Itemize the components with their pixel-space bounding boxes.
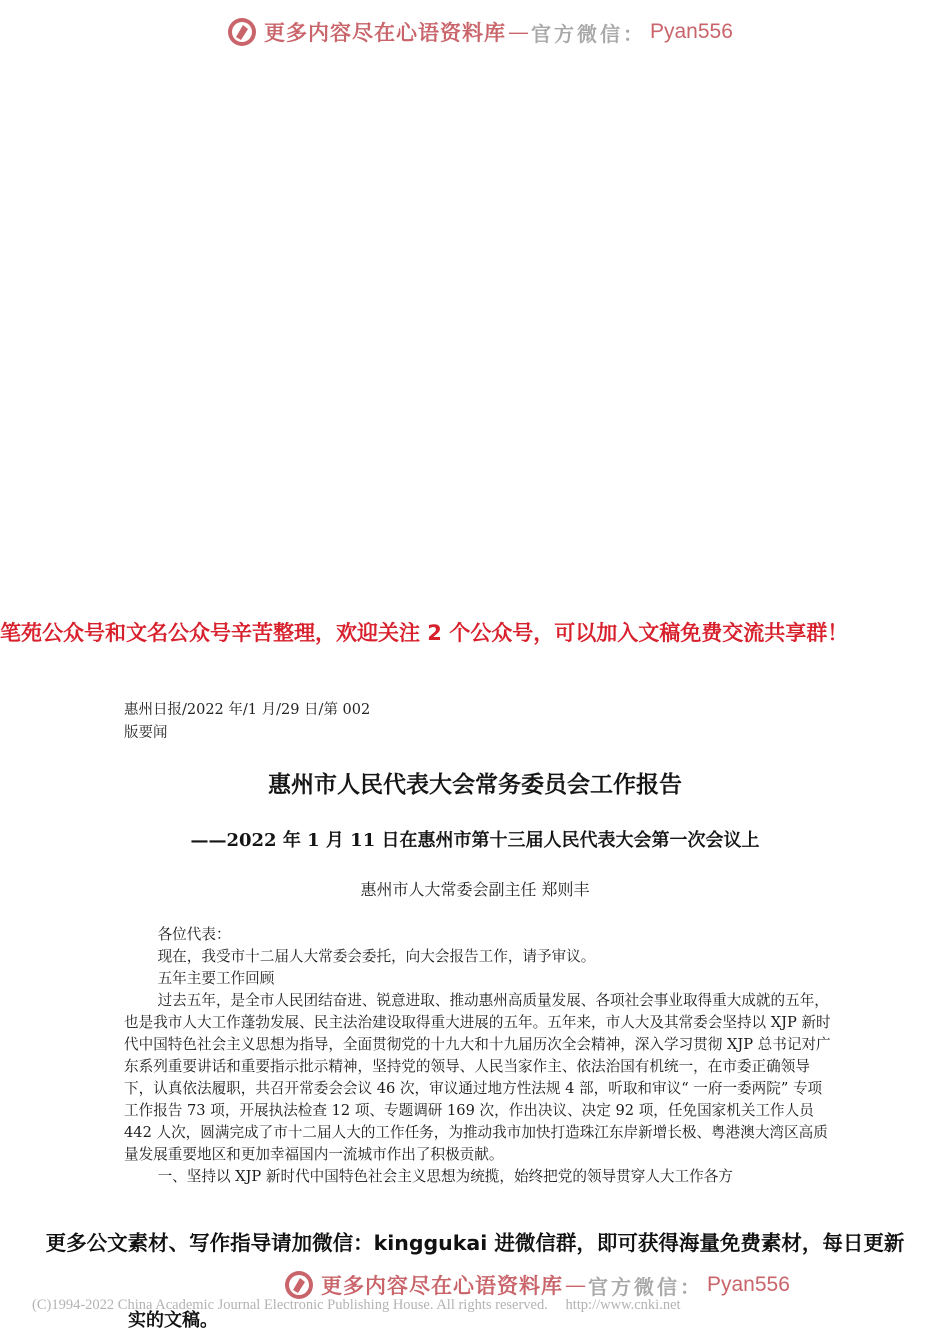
banner-main-text: 更多内容尽在心语资料库 xyxy=(264,20,506,45)
banner-dash: — xyxy=(565,1273,586,1297)
section-heading: 五年主要工作回顾 xyxy=(157,970,275,987)
banner-handle-id: Pyan556 xyxy=(707,1273,790,1296)
document-subtitle: ——2022 年 1 月 11 日在惠州市第十三届人民代表大会第一次会议上 xyxy=(190,830,760,851)
red-notice: 笔苑公众号和文名公众号辛苦整理，欢迎关注 2 个公众号，可以加入文稿免费交流共享群！ xyxy=(0,621,849,645)
brand-logo-icon xyxy=(226,16,258,48)
document-author: 惠州市人大常委会副主任 郑则丰 xyxy=(360,880,590,899)
salutation: 各位代表： xyxy=(157,926,231,943)
intro-paragraph: 现在，我受市十二届人大常委会委托，向大会报告工作，请予审议。 xyxy=(157,948,596,965)
copyright-text: (C)1994-2022 China Academic Journal Electronic Publishing House. All rights reserved. xyxy=(32,1297,548,1313)
copyright-footer xyxy=(32,1297,681,1314)
document-body xyxy=(124,924,834,1188)
banner-handle-label: 官方微信： xyxy=(588,1274,703,1299)
document-title: 惠州市人民代表大会常务委员会工作报告 xyxy=(268,771,682,798)
review-paragraph: 过去五年，是全市人民团结奋进、锐意进取、推动惠州高质量发展、各项社会事业取得重大成就的五年，也是我市人大工作蓬勃发展、民主法治建设取得重大进展的五年。五年来，市人大及其常委会坚持以 XJP 新时代中国特色社会主义思想为指导，全面贯彻党的十九大和十九届历次全会精神，深入学习贯彻 XJP 总书记对广东系列重要讲话和重要指示批示精神，坚持党的领导、人民当家作主、依法治国有机统一，在市委正确领导下，认真依法履职，共召开常委会会议 46 次，审议通过地方性法规 4 部，听取和审议“ 一府一委两院” 专项工作报告 73 项，开展执法检查 12 项、专题调研 169 次，作出决议、决定 92 项，任免国家机关工作人员 442 人次，圆满完成了市十二届人大的工作任务，为推动我市加快打造珠江东岸新增长极、粤港澳大湾区高质量发展重要地区和更加幸福国内一流城市作出了积极贡献。 xyxy=(124,992,831,1163)
cut-text: 实的文稿。 xyxy=(128,1310,218,1331)
source-line-2: 版要闻 xyxy=(124,725,168,741)
banner-main-text: 更多内容尽在心语资料库 xyxy=(321,1273,563,1298)
source-line-1: 惠州日报/2022 年/1 月/29 日/第 002 xyxy=(124,702,371,718)
bottom-notice: 更多公文素材、写作指导请加微信：kinggukai 进微信群，即可获得海量免费素材，每日更新 xyxy=(45,1231,905,1255)
banner-dash: — xyxy=(508,20,529,44)
footer-url: http://www.cnki.net xyxy=(565,1297,681,1313)
point-one: 一、坚持以 XJP 新时代中国特色社会主义思想为统揽，始终把党的领导贯穿人大工作各方 xyxy=(157,1168,733,1185)
banner-handle-label: 官方微信： xyxy=(531,21,646,46)
banner-handle-id: Pyan556 xyxy=(650,20,733,43)
watermark-banner-top xyxy=(226,16,733,48)
